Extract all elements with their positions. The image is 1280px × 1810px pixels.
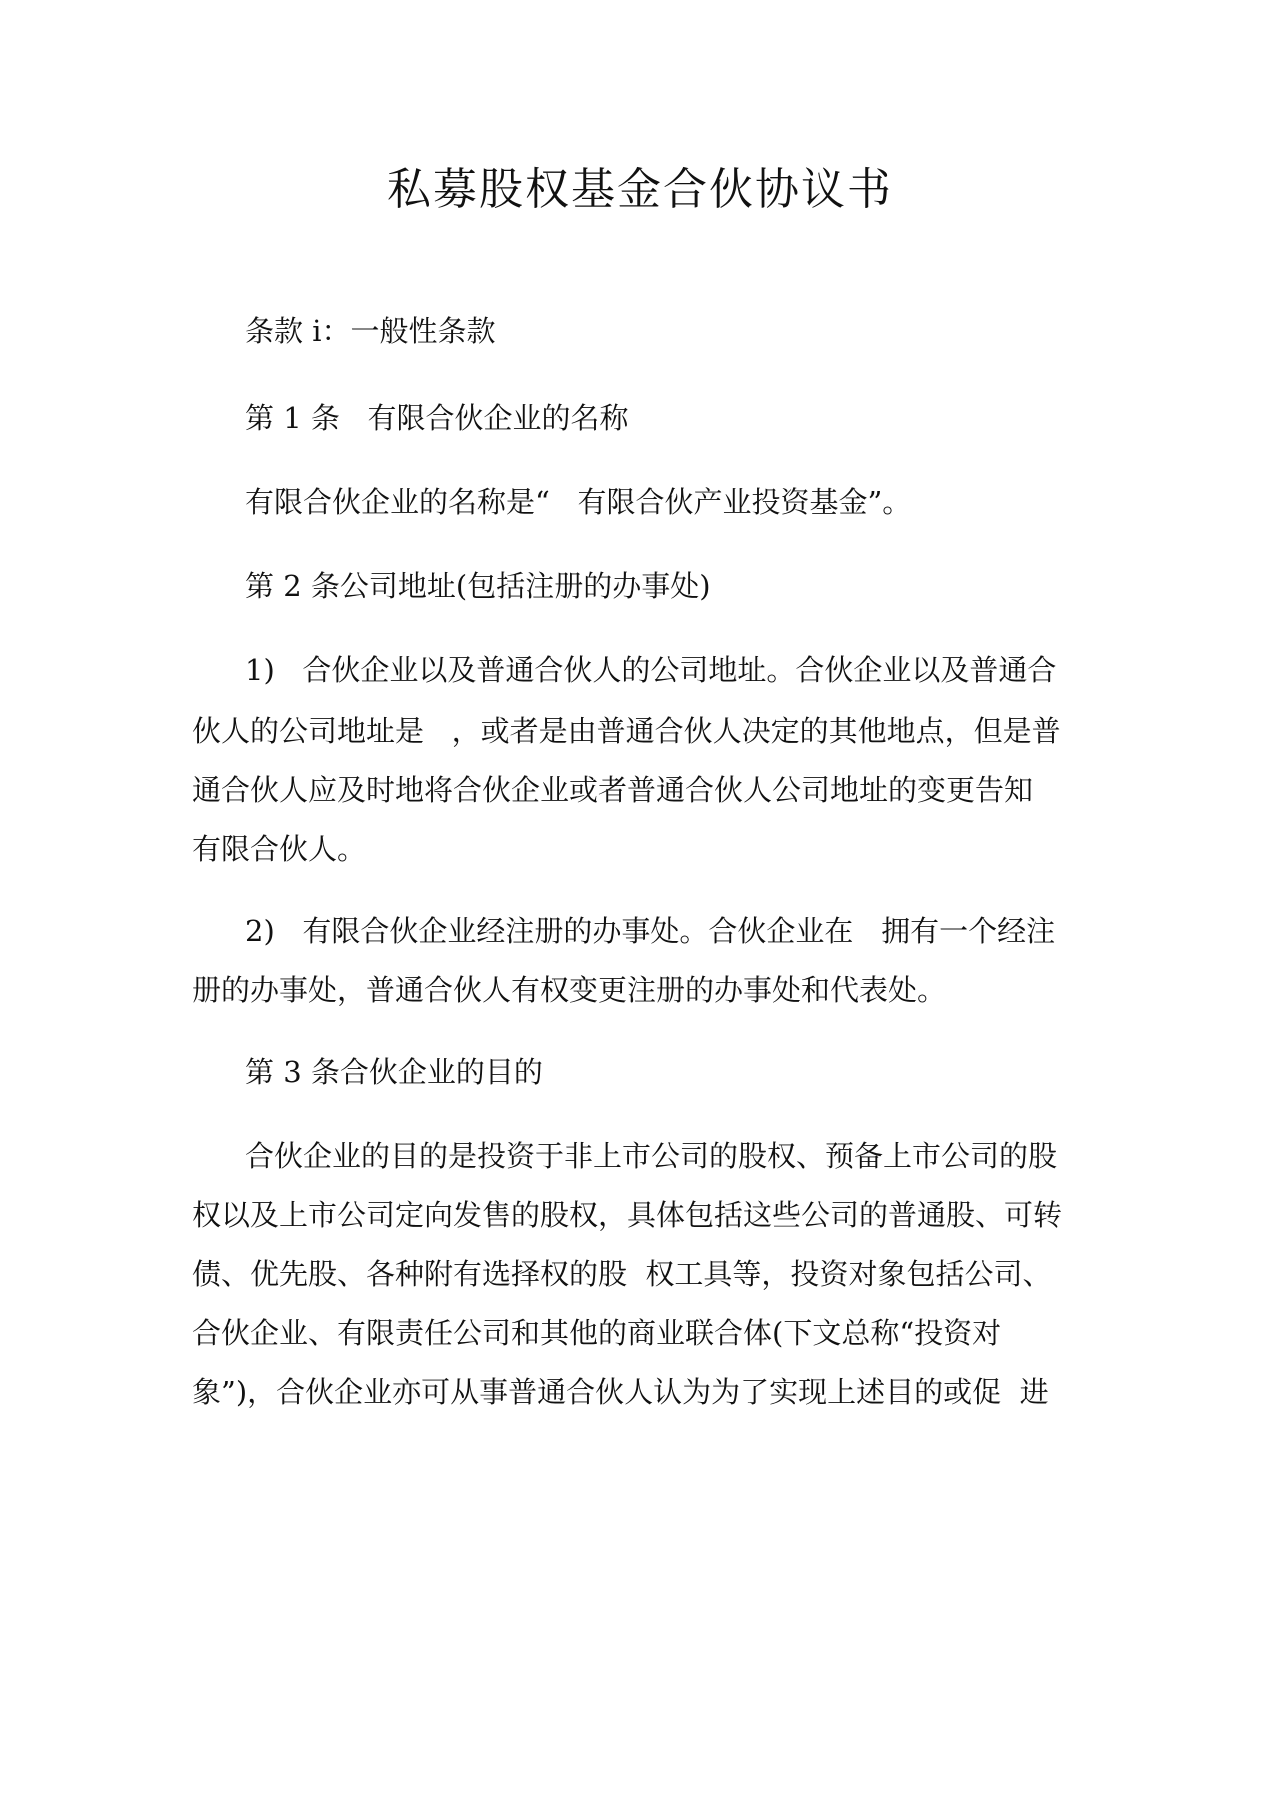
article-2-heading: 第 2 条公司地址(包括注册的办事处) (245, 569, 711, 603)
article-3-line: 合伙企业、有限责任公司和其他的商业联合体(下文总称“投资对 (192, 1316, 1002, 1350)
article-3-line: 象”)，合伙企业亦可从事普通合伙人认为为了实现上述目的或促 进 (192, 1375, 1049, 1409)
article-1-text: 有限合伙企业的名称是“ 有限合伙产业投资基金”。 (245, 485, 912, 519)
article-3-heading: 第 3 条合伙企业的目的 (245, 1055, 543, 1089)
article-2-para-1-line: 1) 合伙企业以及普通合伙人的公司地址。合伙企业以及普通合 (245, 653, 1057, 687)
section-heading: 条款 i：一般性条款 (245, 314, 496, 348)
article-2-para-1-line: 有限合伙人。 (192, 832, 367, 866)
article-1-heading: 第 1 条 有限合伙企业的名称 (245, 401, 629, 435)
article-2-para-1-line: 伙人的公司地址是 ，或者是由普通合伙人决定的其他地点，但是普 (192, 714, 1061, 748)
article-3-line: 债、优先股、各种附有选择权的股 权工具等，投资对象包括公司、 (192, 1257, 1052, 1291)
article-3-line: 权以及上市公司定向发售的股权，具体包括这些公司的普通股、可转 (192, 1198, 1063, 1232)
article-2-para-1-line: 通合伙人应及时地将合伙企业或者普通合伙人公司地址的变更告知 (192, 773, 1034, 807)
article-2-para-2-line: 2) 有限合伙企业经注册的办事处。合伙企业在 拥有一个经注 (245, 914, 1056, 948)
document-title: 私募股权基金合伙协议书 (387, 164, 893, 215)
article-3-line: 合伙企业的目的是投资于非上市公司的股权、预备上市公司的股 (245, 1139, 1058, 1173)
article-2-para-2-line: 册的办事处，普通合伙人有权变更注册的办事处和代表处。 (192, 973, 947, 1007)
